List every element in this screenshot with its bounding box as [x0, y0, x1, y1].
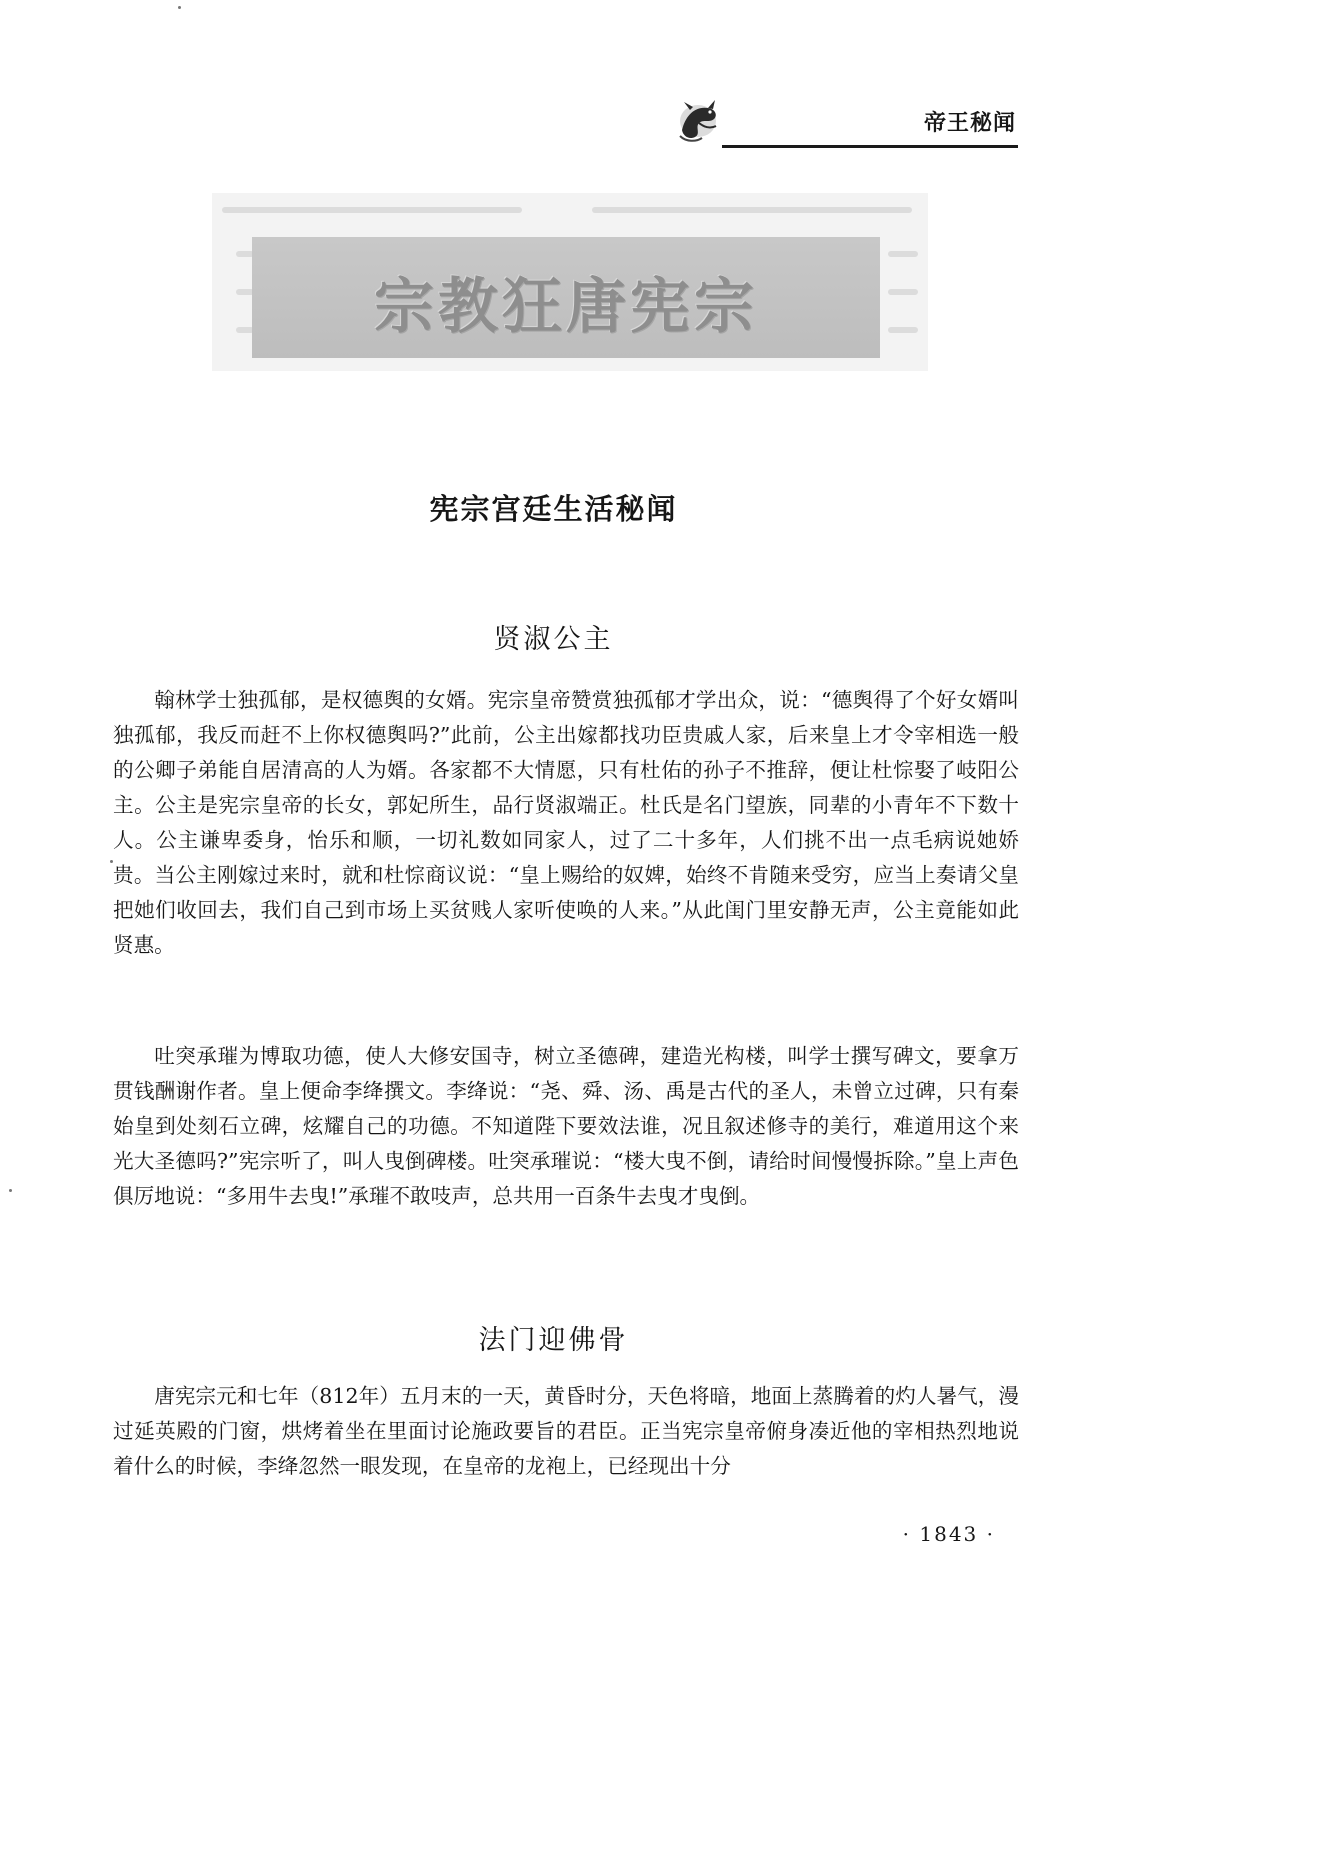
section-title: 宪宗宫廷生活秘闻 — [429, 492, 678, 526]
body-paragraph: 吐突承璀为博取功德，使人大修安国寺，树立圣德碑，建造光构楼，叫学士撰写碑文，要拿万贯钱酬谢作者。皇上便命李绛撰文。李绛说：“尧、舜、汤、禹是古代的圣人，未曾立过碑，只有秦始皇到处刻石立碑，炫耀自己的功德。不知道陛下要效法谁，况且叙述修寺的美行，难道用这个来光大圣德吗?”宪宗听了，叫人曳倒碑楼。吐突承璀说：“楼大曳不倒，请给时间慢慢拆除。”皇上声色俱厉地说：“多用牛去曳!”承璀不敢吱声，总共用一百条牛去曳才曳倒。 — [113, 1044, 1019, 1208]
running-header — [660, 92, 1018, 150]
running-title: 帝王秘闻 — [923, 111, 1016, 136]
dragon-emblem-icon — [668, 92, 728, 148]
scan-speck — [9, 1189, 12, 1192]
bleed-through-text — [888, 327, 918, 333]
header-rule — [722, 145, 1018, 148]
chapter-banner — [252, 237, 880, 358]
page-number: · 1843 · — [902, 1522, 995, 1546]
bleed-through-text — [888, 289, 918, 295]
subheading: 法门迎佛骨 — [478, 1325, 629, 1356]
chapter-title: 宗教狂唐宪宗 — [374, 272, 758, 342]
body-paragraph: 翰林学士独孤郁，是权德舆的女婿。宪宗皇帝赞赏独孤郁才学出众，说：“德舆得了个好女婿叫独孤郁，我反而赶不上你权德舆吗?”此前，公主出嫁都找功臣贵戚人家，后来皇上才令宰相选一般的公卿子弟能自居清高的人为婿。各家都不大情愿，只有杜佑的孙子不推辞，便让杜悰娶了岐阳公主。公主是宪宗皇帝的长女，郭妃所生，品行贤淑端正。杜氏是名门望族，同辈的小青年不下数十人。公主谦卑委身，怡乐和顺，一切礼数如同家人，过了二十多年，人们挑不出一点毛病说她娇贵。当公主刚嫁过来时，就和杜悰商议说：“皇上赐给的奴婢，始终不肯随来受穷，应当上奏请父皇把她们收回去，我们自己到市场上买贫贱人家听使唤的人来。”从此闺门里安静无声，公主竟能如此贤惠。 — [113, 688, 1019, 957]
body-paragraph: 唐宪宗元和七年（812年）五月末的一天，黄昏时分，天色将暗，地面上蒸腾着的灼人暑气，漫过延英殿的门窗，烘烤着坐在里面讨论施政要旨的君臣。正当宪宗皇帝俯身凑近他的宰相热烈地说着什么的时候，李绛忽然一眼发现，在皇帝的龙袍上，已经现出十分 — [113, 1384, 1019, 1478]
bleed-through-text — [888, 251, 918, 257]
subheading: 贤淑公主 — [493, 624, 614, 655]
bleed-through-text — [592, 207, 912, 213]
bleed-through-text — [222, 207, 522, 213]
scan-speck — [178, 6, 181, 9]
